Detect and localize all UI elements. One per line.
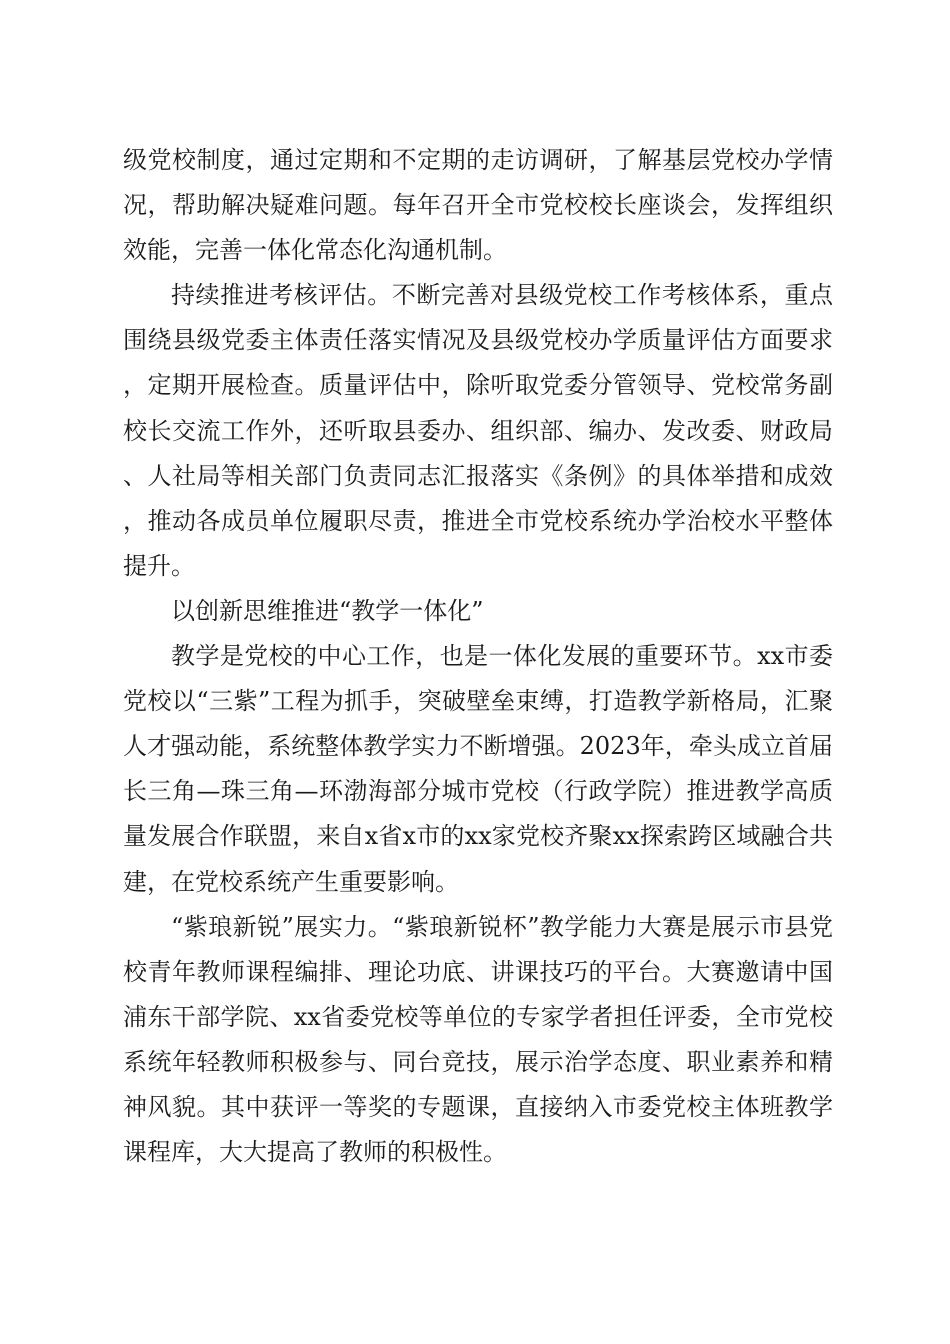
document-body: [123, 138, 833, 1175]
paragraph-zilang-xinrui: “紫琅新锐”展实力。“紫琅新锐杯”教学能力大赛是展示市县党校青年教师课程编排、理论功底、讲课技巧的平台。大赛邀请中国浦东干部学院、xx省委党校等单位的专家学者担任评委，全市党校系统年轻教师积极参与、同台竞技，展示治学态度、职业素养和精神风貌。其中获评一等奖的专题课，直接纳入市委党校主体班教学课程库，大大提高了教师的积极性。: [123, 912, 833, 1167]
section-heading-teaching-integration: 以创新思维推进“教学一体化”: [171, 596, 484, 625]
paragraph-assessment: 持续推进考核评估。不断完善对县级党校工作考核体系，重点围绕县级党委主体责任落实情况及县级党校办学质量评估方面要求，定期开展检查。质量评估中，除听取党委分管领导、党校常务副校长交流工作外，还听取县委办、组织部、编办、发改委、财政局、人社局等相关部门负责同志汇报落实《条例》的具体举措和成效，推动各成员单位履职尽责，推进全市党校系统办学治校水平整体提升。: [123, 281, 833, 580]
paragraph-continued-intro: 级党校制度，通过定期和不定期的走访调研，了解基层党校办学情况，帮助解决疑难问题。每年召开全市党校校长座谈会，发挥组织效能，完善一体化常态化沟通机制。: [123, 146, 833, 265]
paragraph-teaching-center: 教学是党校的中心工作，也是一体化发展的重要环节。xx市委党校以“三紫”工程为抓手，突破壁垒束缚，打造教学新格局，汇聚人才强动能，系统整体教学实力不断增强。2023年，牵头成立首届长三角—珠三角—环渤海部分城市党校（行政学院）推进教学高质量发展合作联盟，来自x省x市的xx家党校齐聚xx探索跨区域融合共建，在党校系统产生重要影响。: [123, 642, 833, 896]
